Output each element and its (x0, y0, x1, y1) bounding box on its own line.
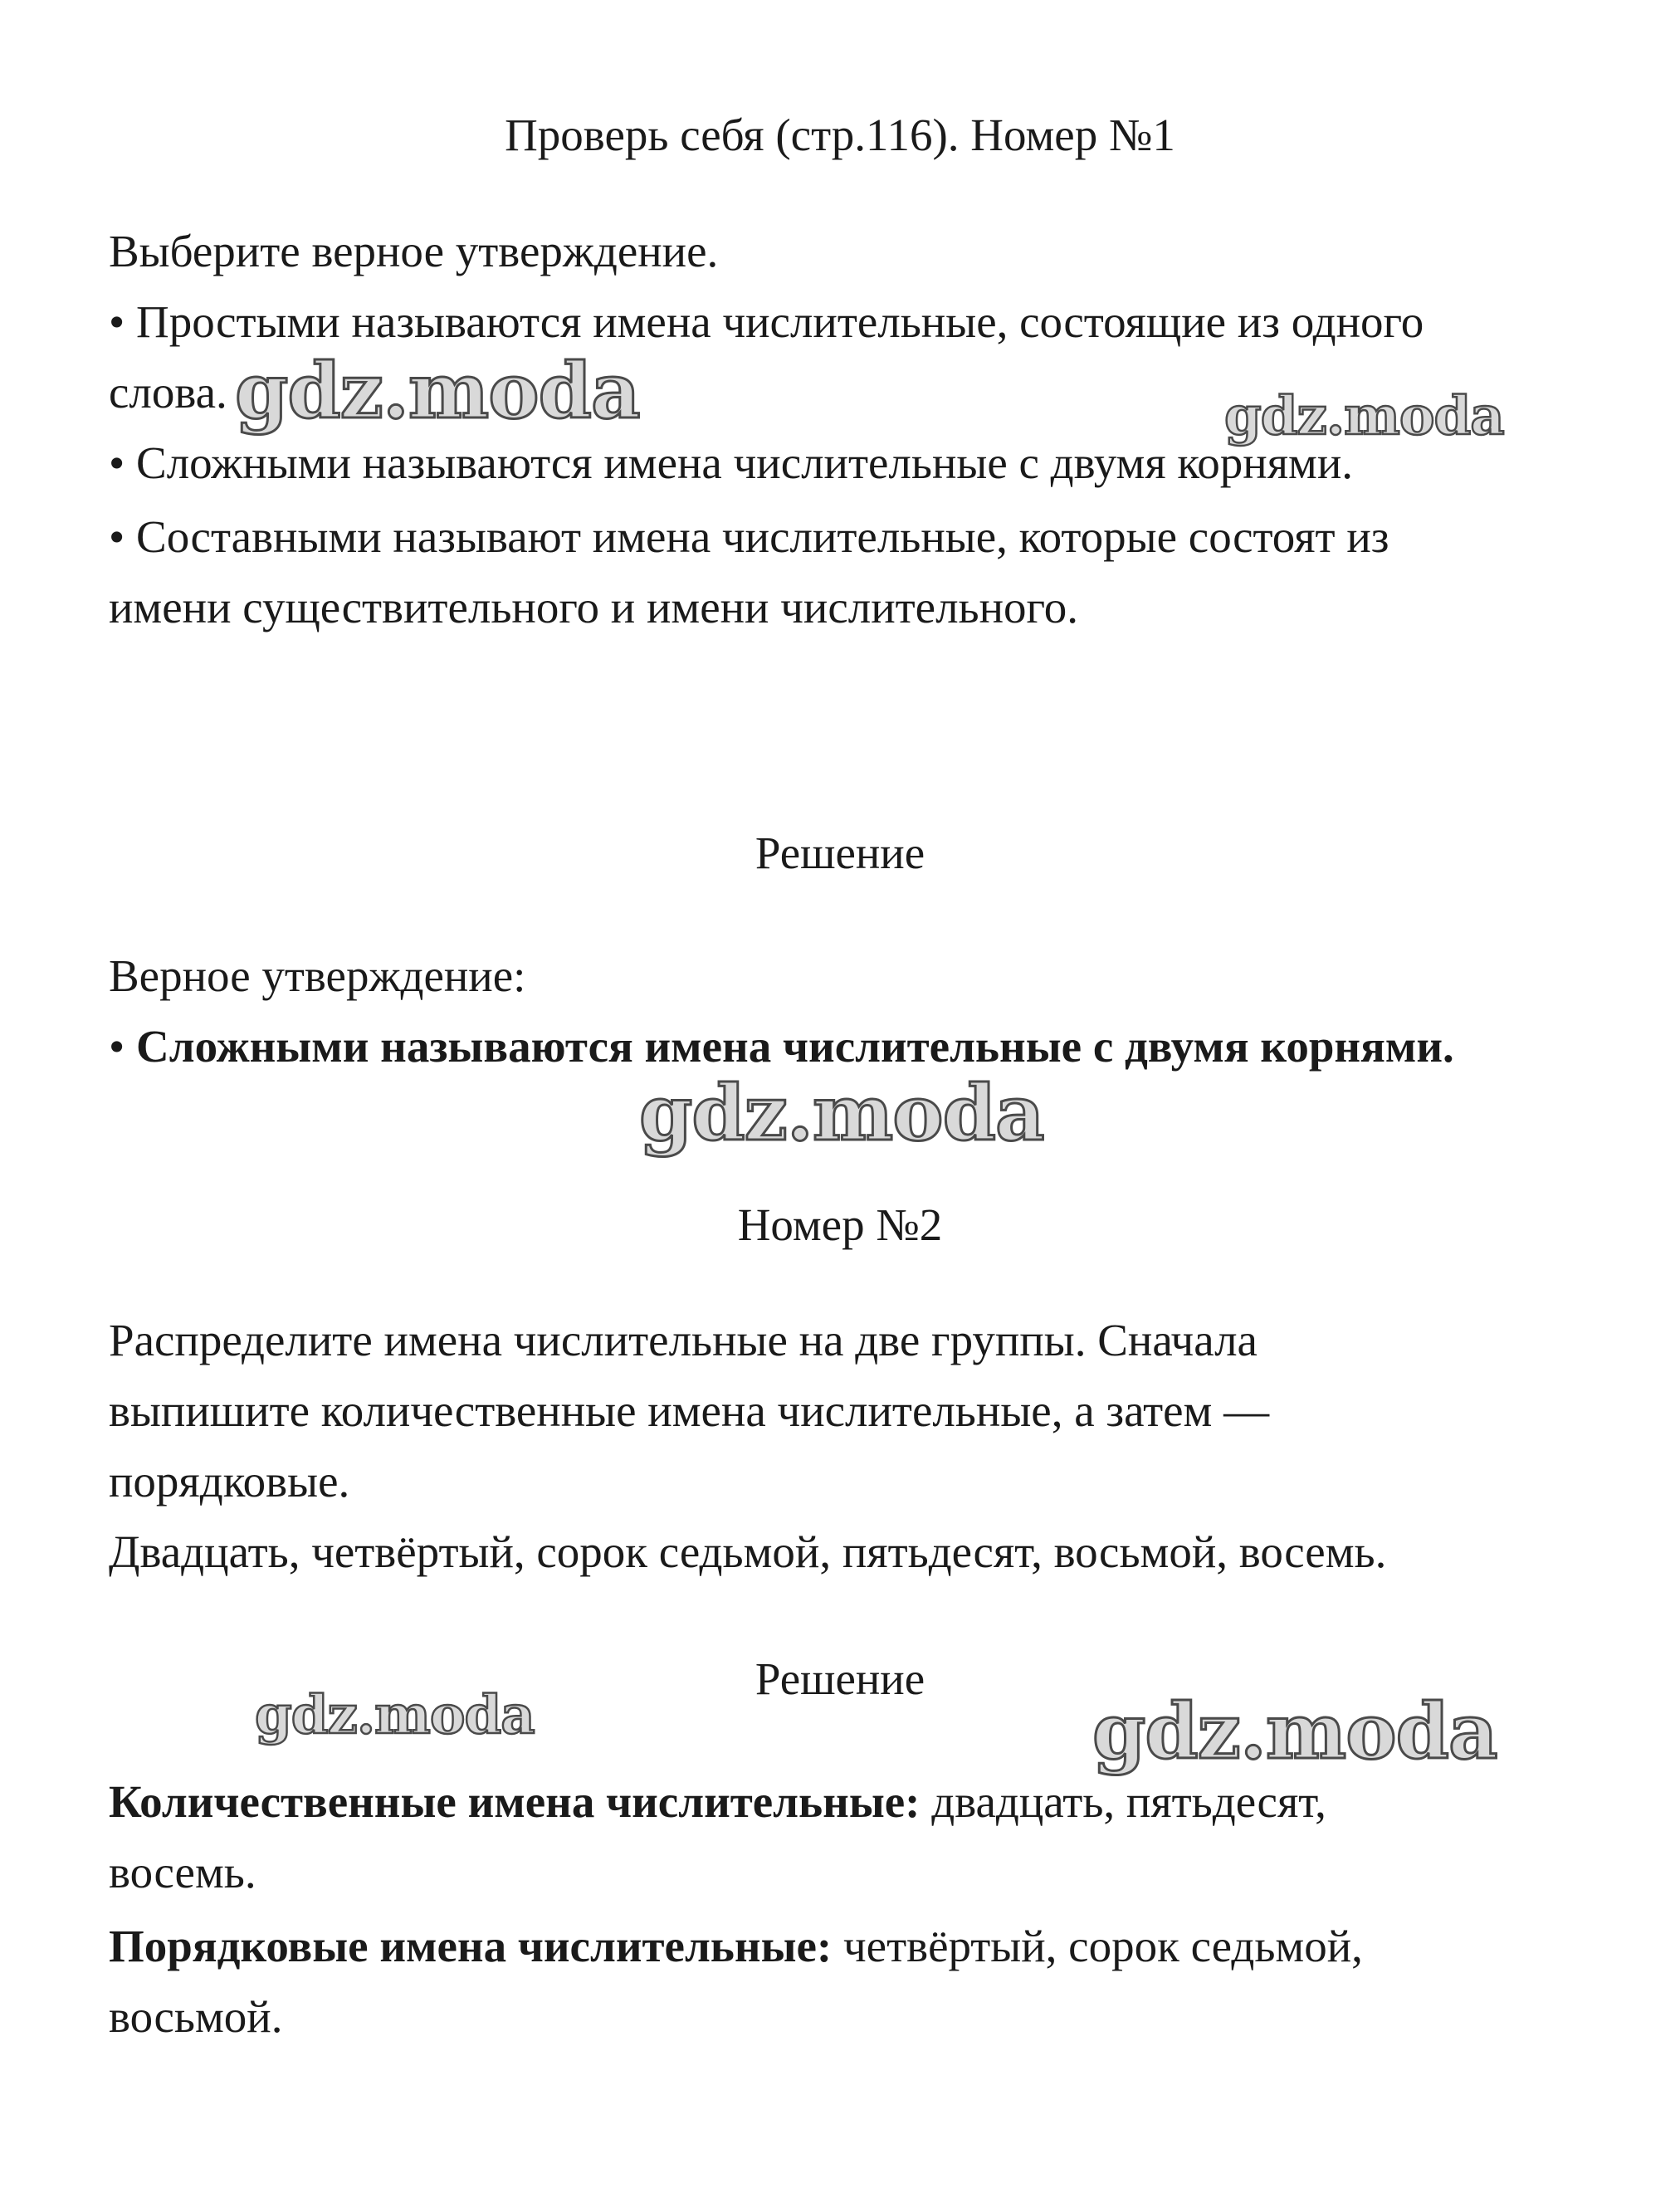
task1-answer-intro: Верное утверждение: (109, 950, 526, 1001)
task1-option-3-line2: имени существительного и имени числительного. (109, 582, 1078, 632)
task2-cardinal (109, 1773, 1326, 1831)
task2-prompt-line3: порядковые. (109, 1456, 350, 1506)
task1-option-1-line2: слова. (109, 367, 227, 417)
task2-title: Номер №2 (737, 1199, 943, 1250)
task1-answer (109, 1018, 1454, 1076)
task1-option-3-line1: • Составными называют имена числительные, которые состоят из (109, 511, 1389, 562)
task2-words: Двадцать, четвёртый, сорок седьмой, пятьдесят, восьмой, восемь. (109, 1526, 1387, 1577)
task2-ordinal-line2: восьмой. (109, 1991, 283, 2042)
ordinal-label: Порядковые имена числительные: (109, 1921, 833, 1971)
task1-title: Проверь себя (стр.116). Номер №1 (505, 110, 1175, 160)
task2-prompt-line2: выпишите количественные имена числительные, а затем — (109, 1385, 1270, 1436)
task1-solution-heading: Решение (755, 828, 925, 878)
task1-option-2: • Сложными называются имена числительные с двумя корнями. (109, 437, 1354, 488)
watermark: gdz.moda (1224, 385, 1504, 447)
task1-prompt: Выберите верное утверждение. (109, 226, 719, 276)
task1-answer-bullet: • (109, 1021, 137, 1072)
watermark: gdz.moda (639, 1068, 1044, 1158)
task2-prompt-line1: Распределите имена числительные на две группы. Сначала (109, 1315, 1258, 1365)
watermark: gdz.moda (255, 1684, 535, 1746)
task2-solution-heading: Решение (755, 1653, 925, 1704)
cardinal-values: двадцать, пятьдесят, (920, 1776, 1326, 1827)
task2-cardinal-line2: восемь. (109, 1847, 256, 1897)
task1-option-1-line1: • Простыми называются имена числительные, состоящие из одного (109, 296, 1424, 347)
watermark: gdz.moda (1092, 1687, 1497, 1776)
task2-ordinal (109, 1917, 1363, 1975)
cardinal-label: Количественные имена числительные: (109, 1776, 921, 1827)
watermark: gdz.moda (235, 346, 640, 436)
task1-answer-text: Сложными называются имена числительные с двумя корнями. (136, 1021, 1454, 1072)
ordinal-values: четвёртый, сорок седьмой, (832, 1921, 1363, 1971)
